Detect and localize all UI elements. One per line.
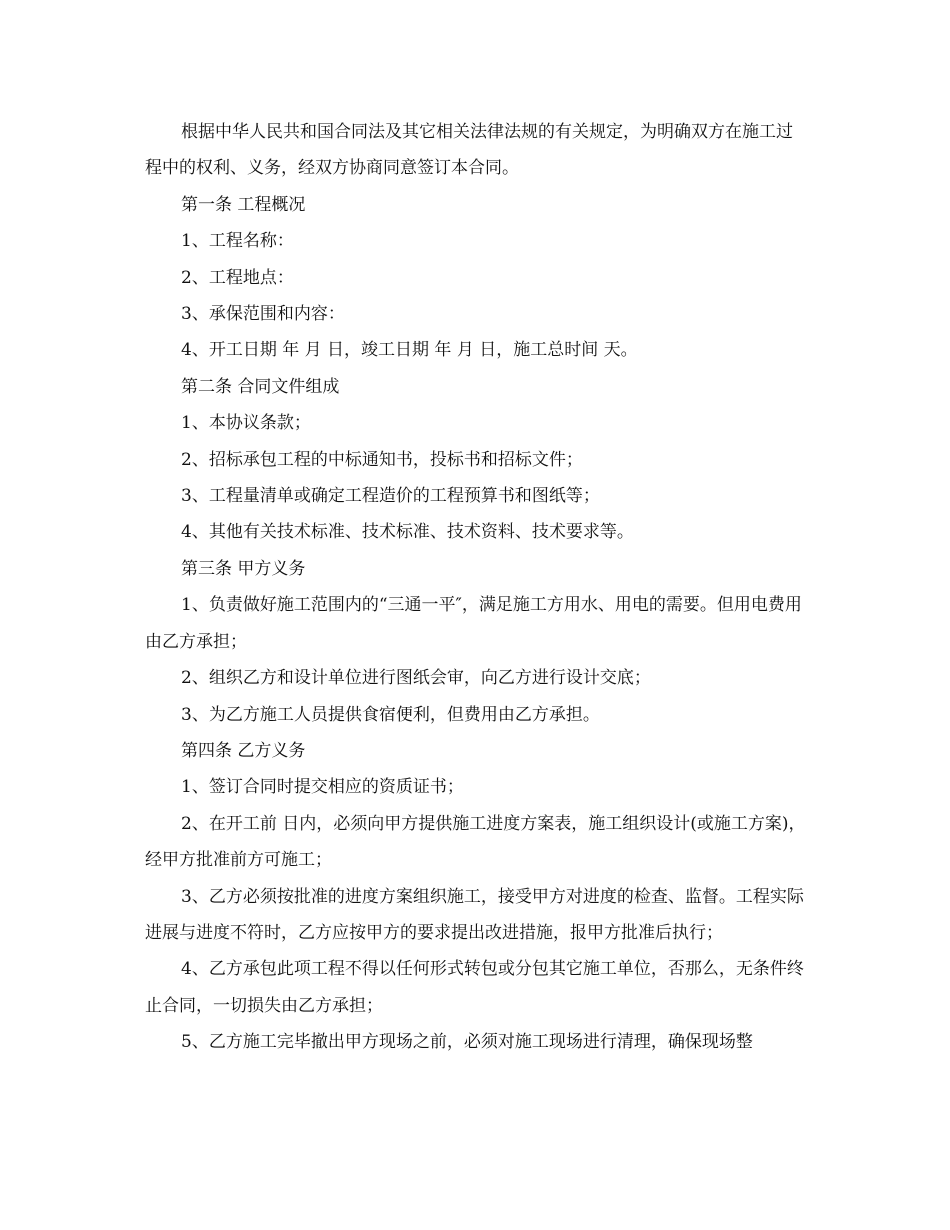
list-item: 1、工程名称： <box>181 231 294 252</box>
list-item: 3、为乙方施工人员提供食宿便利，但费用由乙方承担。 <box>181 704 600 725</box>
list-item: 3、承保范围和内容： <box>181 304 345 325</box>
list-item: 1、本协议条款； <box>181 413 311 434</box>
list-item: 2、工程地点： <box>181 267 294 288</box>
heading-article-3: 第三条 甲方义务 <box>181 558 306 579</box>
list-item: 4、其他有关技术标准、技术标准、技术资料、技术要求等。 <box>181 522 634 543</box>
list-item: 4、开工日期 年 月 日，竣工日期 年 月 日，施工总时间 天。 <box>181 340 638 361</box>
list-item: 2、在开工前 日内，必须向甲方提供施工进度方案表，施工组织设计(或施工方案)，经甲方批准前方可施工； <box>145 813 806 871</box>
heading-article-1: 第一条 工程概况 <box>181 194 306 215</box>
list-item: 2、组织乙方和设计单位进行图纸会审，向乙方进行设计交底； <box>181 668 651 689</box>
list-item: 1、负责做好施工范围内的“三通一平″，满足施工方用水、用电的需要。但用电费用由乙方承担； <box>145 595 802 652</box>
heading-article-2: 第二条 合同文件组成 <box>181 376 340 397</box>
list-item: 4、乙方承包此项工程不得以任何形式转包或分包其它施工单位，否那么，无条件终止合同，一切损失由乙方承担； <box>145 959 804 1016</box>
list-item: 3、乙方必须按批准的进度方案组织施工，接受甲方对进度的检查、监督。工程实际进展与进度不符时，乙方应按甲方的要求提出改进措施，报甲方批准后执行； <box>145 886 804 943</box>
list-item: 1、签订合同时提交相应的资质证书； <box>181 777 464 798</box>
list-item: 2、招标承包工程的中标通知书，投标书和招标文件； <box>181 449 583 470</box>
contract-document-body <box>145 114 807 1061</box>
list-item: 3、工程量清单或确定工程造价的工程预算书和图纸等； <box>181 486 600 507</box>
list-item: 5、乙方施工完毕撤出甲方现场之前，必须对施工现场进行清理，确保现场整 <box>181 1032 753 1053</box>
heading-article-4: 第四条 乙方义务 <box>181 740 306 761</box>
paragraph-preamble: 根据中华人民共和国合同法及其它相关法律法规的有关规定，为明确双方在施工过程中的权利、义务，经双方协商同意签订本合同。 <box>145 122 793 179</box>
